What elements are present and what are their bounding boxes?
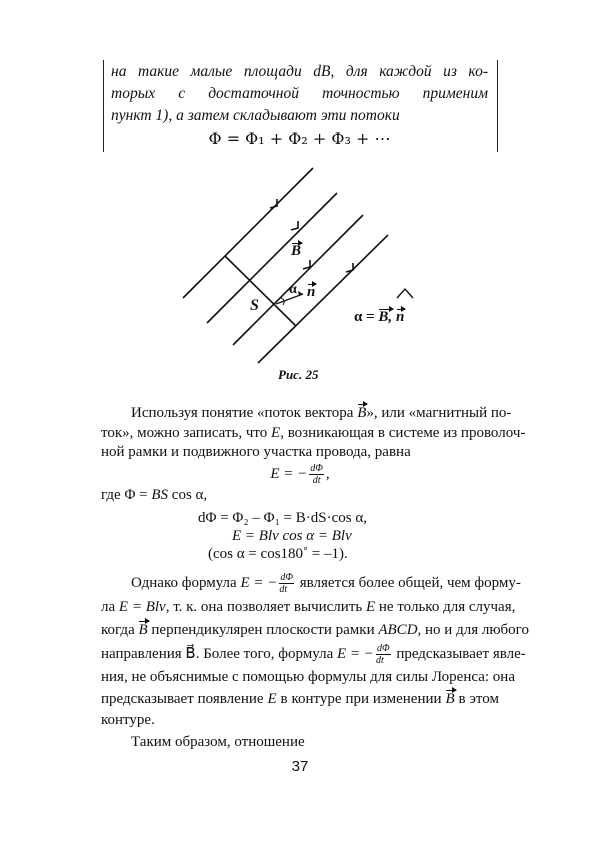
text-line: Таким образом, отношение xyxy=(131,734,305,750)
arrow-head-icon xyxy=(270,199,277,208)
quote-line: на такие малые площади dB, для каждой из ко- xyxy=(111,63,488,80)
text-line: Используя понятие «поток вектора B», или «магнитный по- xyxy=(131,405,512,421)
formula-blv: E = Blν cos α = Blν xyxy=(232,528,352,544)
text-line: направления B⃗. Более того, формула E = − $\frac{d\Phi}{dt}$ предсказывает явле- xyxy=(101,643,526,667)
text-line: ной рамки и подвижного участка провода, равна xyxy=(101,444,411,460)
formula-dphi: dΦ = Φ₂ – Φ₁ = B·dS·cos α, xyxy=(198,510,367,526)
arrow-head-icon xyxy=(303,260,310,269)
text-line: ток», можно записать, что E, возникающая в системе из проволоч- xyxy=(101,425,526,441)
text-line: ла E = Blν, т. к. она позволяет вычислить E не только для случая, xyxy=(101,599,516,615)
formula-emf: E = − $\frac{d\Phi}{dt}$ , xyxy=(270,463,330,486)
formula-cos: (cos α = cos180˚ = –1). xyxy=(208,546,348,562)
text-line: где Φ = BS cos α, xyxy=(101,487,208,503)
field-line xyxy=(233,215,363,345)
quote-line: пункт 1), а затем складывают эти потоки xyxy=(111,107,400,124)
quote-line: торых с достаточной точностью применим xyxy=(111,85,488,102)
arrow-head-icon xyxy=(291,221,298,230)
arrow-head-icon xyxy=(346,263,353,272)
alpha-definition: α = B, n xyxy=(354,309,405,325)
text-line: Однако формула E = − $\frac{d\Phi}{dt}$ является более общей, чем форму- xyxy=(131,572,521,596)
text-line: предсказывает появление E в контуре при изменении B в этом xyxy=(101,691,499,707)
page-number: 37 xyxy=(291,758,309,775)
label-vector-n: n xyxy=(307,284,316,300)
label-vector-B: B xyxy=(291,243,302,259)
quote-formula: Φ = Φ₁ + Φ₂ + Φ₃ + ⋯ xyxy=(208,129,391,148)
text-line: ния, не объяснимые с помощью формулы для силы Лоренса: она xyxy=(101,669,515,685)
label-alpha: α xyxy=(289,282,297,297)
text-line: когда B перпендикулярен плоскости рамки ABCD, но и для любого xyxy=(101,622,529,638)
figure-caption: Рис. 25 xyxy=(278,367,319,382)
label-S: S xyxy=(250,297,259,314)
text-line: контуре. xyxy=(101,712,155,728)
frame-edge xyxy=(225,256,296,326)
